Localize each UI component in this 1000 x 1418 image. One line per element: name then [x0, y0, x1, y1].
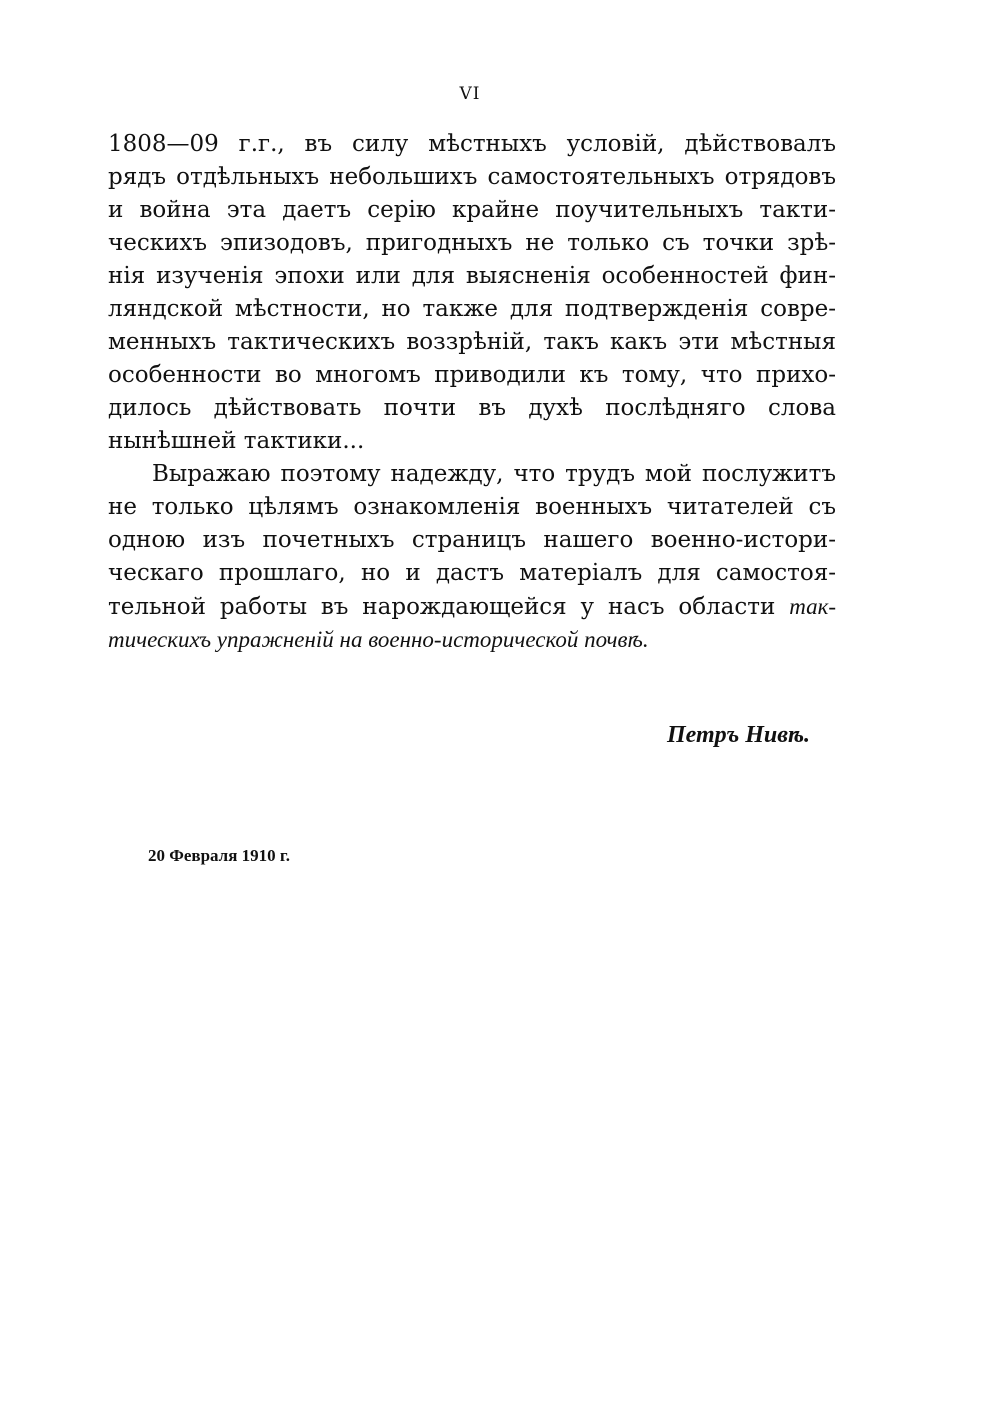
paragraph1-line-5: нія изученія эпохи или для выясненія особенностей фин- — [108, 263, 836, 289]
paragraph2-line-6: тическихъ упражненій на военно-исторической почвѣ. — [108, 627, 649, 652]
paragraph1-line-4: ческихъ эпизодовъ, пригодныхъ не только съ точки зрѣ- — [108, 230, 836, 256]
paragraph1-line-10: нынѣшней тактики... — [108, 428, 365, 454]
date: 20 Февраля 1910 г. — [148, 846, 290, 865]
author-signature: Петръ Нивѣ. — [666, 722, 810, 748]
paragraph2-line-5-italic: так- — [789, 594, 836, 619]
paragraph1-line-3: и война эта даетъ серію крайне поучительныхъ такти- — [108, 197, 836, 223]
paragraph2-line-5-regular: тельной работы въ нарождающейся у насъ области — [108, 594, 790, 620]
paragraph2-line-1: Выражаю поэтому надежду, что трудъ мой послужитъ — [152, 461, 836, 487]
main-text — [108, 128, 836, 656]
page-number: VI — [459, 84, 481, 104]
paragraph1-line-6: ляндской мѣстности, но также для подтвержденія совре- — [108, 296, 836, 322]
paragraph1-line-1: 1808—09 г.г., въ силу мѣстныхъ условій, дѣйствовалъ — [108, 131, 836, 157]
paragraph1-line-2: рядъ отдѣльныхъ небольшихъ самостоятельныхъ отрядовъ — [108, 164, 836, 190]
paragraph1-line-9: дилось дѣйствовать почти въ духѣ послѣдняго слова — [108, 395, 836, 421]
paragraph2-line-2: не только цѣлямъ ознакомленія военныхъ читателей съ — [108, 494, 836, 520]
paragraph1-line-7: менныхъ тактическихъ воззрѣній, такъ какъ эти мѣстныя — [108, 329, 836, 355]
paragraph2-line-4: ческаго прошлаго, но и дастъ матеріалъ для самостоя- — [108, 560, 836, 586]
paragraph2-line-5 — [108, 590, 836, 623]
paragraph2-line-3: одною изъ почетныхъ страницъ нашего военно-истори- — [108, 527, 836, 553]
paragraph1-line-8: особенности во многомъ приводили къ тому, что прихо- — [108, 362, 836, 388]
